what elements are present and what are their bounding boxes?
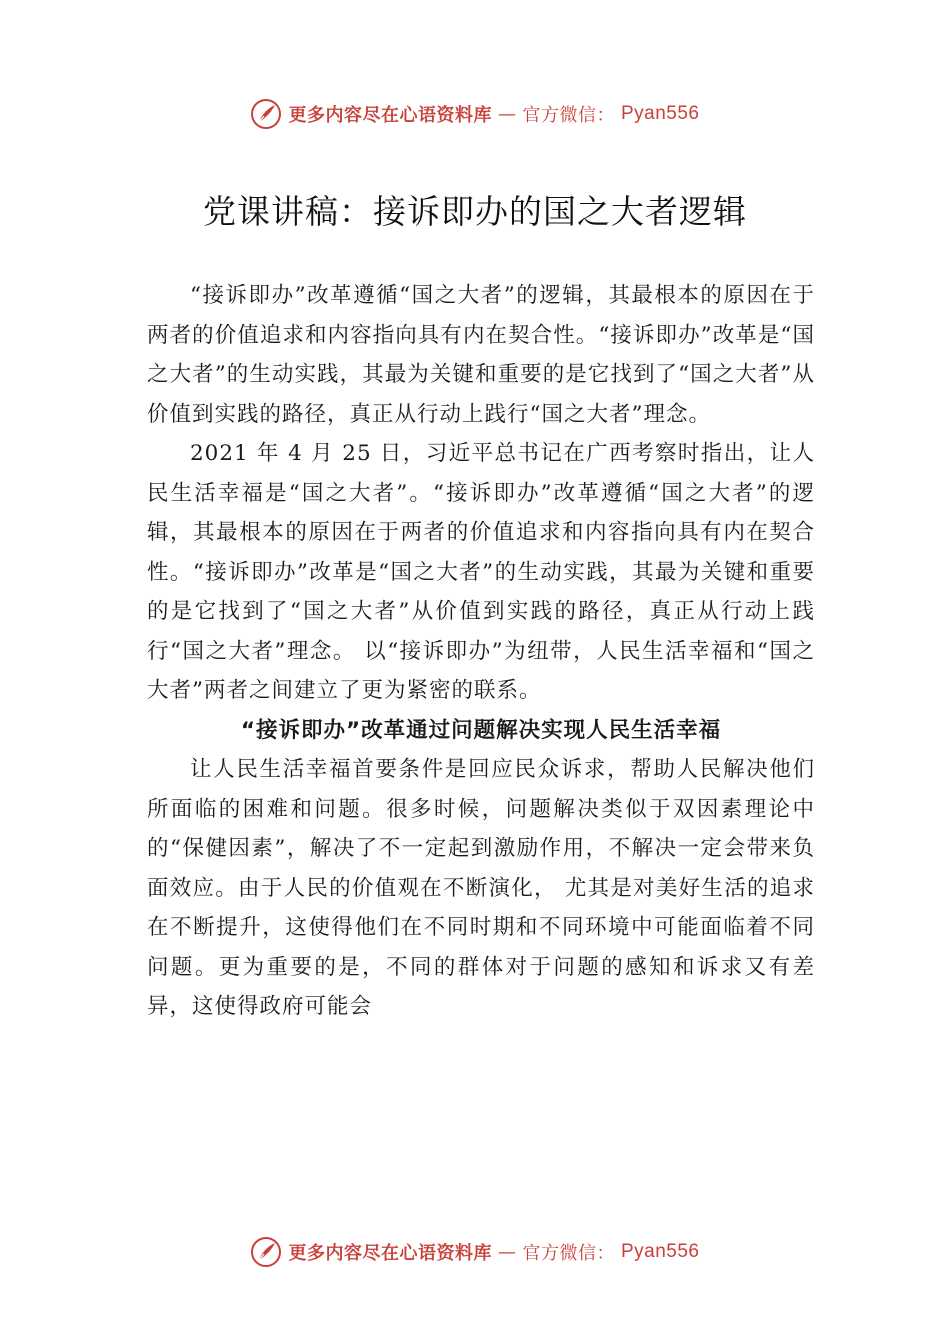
- watermark-wechat-id: Pyan556: [620, 103, 700, 124]
- feather-pen-logo-icon: [250, 1236, 282, 1268]
- watermark-separator: —: [497, 103, 517, 125]
- footer-watermark: [0, 1232, 950, 1272]
- document-body: [147, 276, 815, 1027]
- body-paragraph: “接诉即办”改革遵循“国之大者”的逻辑，其最根本的原因在于两者的价值追求和内容指向具有内在契合性。“接诉即办”改革是“国之大者”的生动实践，其最为关键和重要的是它找到了“国之大者”从价值到实践的路径，真正从行动上践行“国之大者”理念。: [147, 283, 815, 427]
- watermark-wechat-id: Pyan556: [620, 1241, 700, 1262]
- body-paragraph: 让人民生活幸福首要条件是回应民众诉求，帮助人民解决他们所面临的困难和问题。很多时候，问题解决类似于双因素理论中的“保健因素”，解决了不一定起到激励作用，不解决一定会带来负面效应。由于人民的价值观在不断演化， 尤其是对美好生活的追求在不断提升，这使得他们在不同时期和不同环境中可能面临着不同问题。更为重要的是，不同的群体对于问题的感知和诉求又有差异，这使得政府可能会: [147, 757, 815, 1019]
- feather-pen-logo-icon: [250, 98, 282, 130]
- watermark-separator: —: [497, 1241, 517, 1263]
- watermark-label: 官方微信：: [522, 105, 615, 126]
- watermark-text: 更多内容尽在心语资料库: [288, 105, 492, 126]
- body-paragraph: 2021 年 4 月 25 日，习近平总书记在广西考察时指出，让人民生活幸福是“国之大者”。“接诉即办”改革遵循“国之大者”的逻辑，其最根本的原因在于两者的价值追求和内容指向具有内在契合性。“接诉即办”改革是“国之大者”的生动实践，其最为关键和重要的是它找到了“国之大者”从价值到实践的路径，真正从行动上践行“国之大者”理念。 以“接诉即办”为纽带，人民生活幸福和“国之大者”两者之间建立了更为紧密的联系。: [147, 441, 815, 703]
- watermark-label: 官方微信：: [522, 1243, 615, 1264]
- section-heading: “接诉即办”改革通过问题解决实现人民生活幸福: [240, 717, 722, 743]
- document-title: 党课讲稿：接诉即办的国之大者逻辑: [203, 192, 747, 231]
- watermark-text: 更多内容尽在心语资料库: [288, 1243, 492, 1264]
- header-watermark: [0, 94, 950, 134]
